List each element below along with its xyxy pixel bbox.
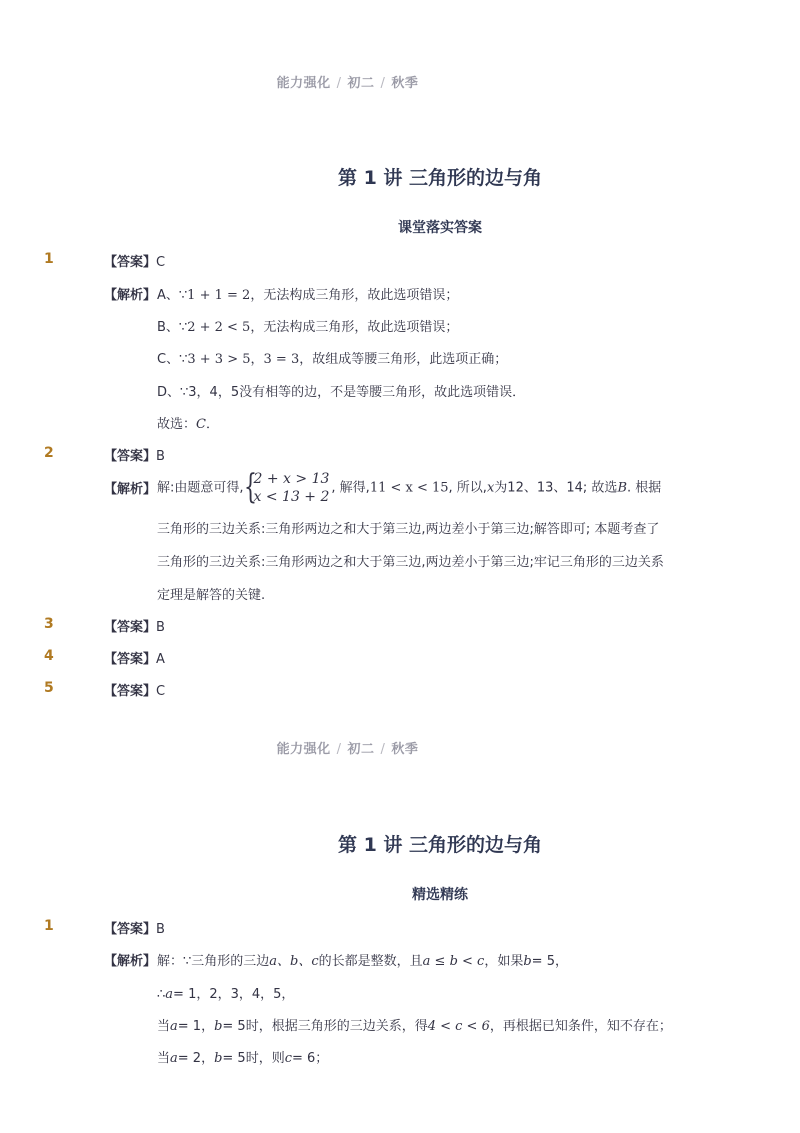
question-number: 1 [44, 918, 54, 934]
analysis-line: 三角形的三边关系:三角形两边之和大于第三边,两边差小于第三边;牢记三角形的三边关系 [157, 555, 664, 570]
answer-value: C [156, 684, 166, 699]
page-header: 能力强化 / 初二 / 秋季 [276, 742, 419, 757]
analysis-line: C、∵3 + 3 > 5，3 = 3，故组成等腰三角形，此选项正确； [157, 352, 508, 367]
question-number: 4 [44, 648, 54, 664]
answer-value: B [156, 620, 165, 635]
header-part1: 能力强化 [276, 742, 331, 757]
section-subtitle: 精选精练 [412, 887, 468, 903]
analysis-line: 定理是解答的关键. [157, 588, 266, 603]
question-number: 2 [44, 445, 54, 461]
answer-label: 【答案】B [104, 922, 165, 937]
section-title: 第 1 讲 三角形的边与角 [337, 167, 543, 189]
answer-label: 【答案】C [104, 255, 166, 270]
answer-label: 【答案】B [104, 449, 165, 464]
answer-value: A [156, 652, 165, 667]
page-header: 能力强化 / 初二 / 秋季 [276, 76, 419, 91]
analysis-line: 解：∵三角形的三边a、b、c的长都是整数，且a ≤ b < c，如果b= 5， [157, 954, 568, 969]
header-part2: 初二 [347, 76, 375, 91]
answer-value: C [156, 255, 166, 270]
analysis-line: 当a= 2，b= 5时，则c= 6； [157, 1051, 329, 1066]
header-part2: 初二 [347, 742, 375, 757]
question-number: 3 [44, 616, 54, 632]
analysis-line: D、∵3，4，5没有相等的边，不是等腰三角形，故此选项错误． [157, 385, 526, 400]
analysis-label: 【解析】 [104, 482, 157, 497]
answer-value: B [156, 449, 165, 464]
analysis-line: 当a= 1，b= 5时，根据三角形的三边关系，得4 < c < 6，再根据已知条件，知不存在； [157, 1019, 672, 1034]
answer-label: 【答案】C [104, 684, 166, 699]
analysis-label: 【解析】 [104, 288, 157, 303]
header-part1: 能力强化 [276, 76, 331, 91]
answer-label: 【答案】A [104, 652, 165, 667]
analysis-line: 故选：C． [157, 417, 219, 432]
analysis-line: B、∵2 + 2 < 5，无法构成三角形，故此选项错误； [157, 320, 459, 335]
answer-value: B [156, 922, 165, 937]
analysis-line: 三角形的三边关系:三角形两边之和大于第三边,两边差小于第三边;解答即可; 本题考查了 [157, 522, 660, 537]
header-part3: 秋季 [391, 742, 419, 757]
analysis-line: ∴a= 1，2，3，4，5， [157, 987, 295, 1002]
question-number: 1 [44, 251, 54, 267]
analysis-line: 解:由题意可得, { 2 + x > 13 x < 13 + 2 , 解得,11 < x < 15, 所以,x为12、13、14; 故选B. 根据 [157, 467, 662, 507]
equation-system: { 2 + x > 13 x < 13 + 2 [243, 467, 330, 507]
answer-label: 【答案】B [104, 620, 165, 635]
analysis-label: 【解析】 [104, 954, 157, 969]
section-subtitle: 课堂落实答案 [398, 220, 482, 236]
analysis-line: A、∵1 + 1 = 2，无法构成三角形，故此选项错误； [157, 288, 459, 303]
question-number: 5 [44, 680, 54, 696]
header-part3: 秋季 [391, 76, 419, 91]
section-title: 第 1 讲 三角形的边与角 [337, 834, 543, 856]
